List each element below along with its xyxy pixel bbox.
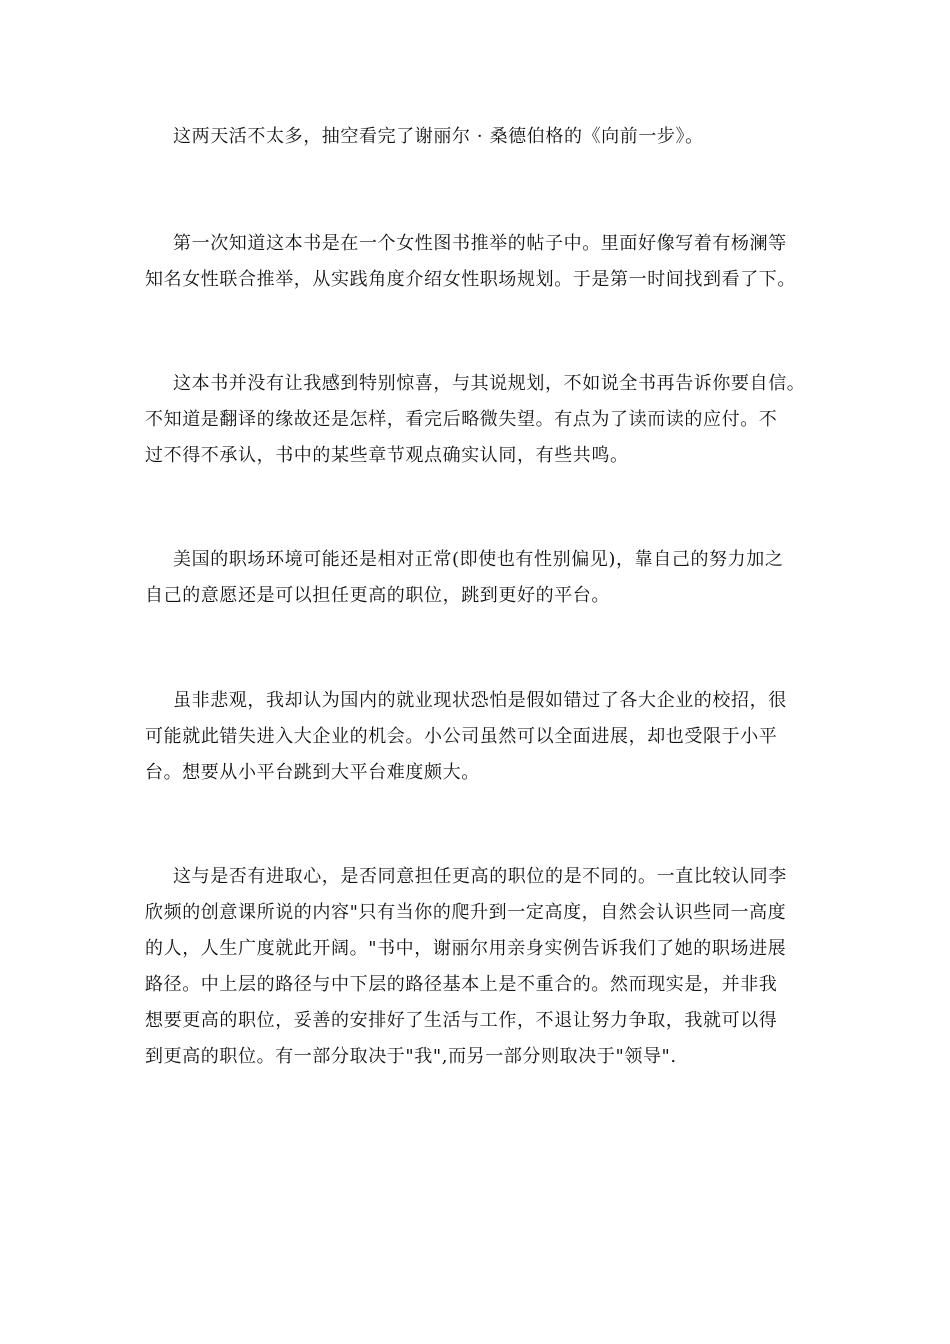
paragraph-line: 可能就此错失进入大企业的机会。小公司虽然可以全面进展，却也受限于小平 — [145, 726, 778, 747]
paragraph-line: 这两天活不太多，抽空看完了谢丽尔 · 桑德伯格的《向前一步》。 — [173, 126, 704, 147]
paragraph-5 — [145, 683, 817, 791]
paragraph-2 — [145, 226, 817, 298]
paragraph-line: 想要更高的职位，妥善的安排好了生活与工作，不退让努力争取，我就可以得 — [145, 1010, 778, 1031]
paragraph-4 — [145, 542, 817, 614]
paragraph-line: 知名女性联合推举，从实践角度介绍女性职场规划。于是第一时间找到看了下。 — [145, 269, 796, 290]
paragraph-line: 这与是否有进取心，是否同意担任更高的职位的是不同的。一直比较认同李 — [173, 866, 787, 887]
paragraph-line: 台。想要从小平台跳到大平台难度颇大。 — [145, 762, 480, 783]
paragraph-line: 的人，人生广度就此开阔。"书中，谢丽尔用亲身实例告诉我们了她的职场进展 — [145, 938, 787, 959]
paragraph-line: 不知道是翻译的缘故还是怎样，看完后略微失望。有点为了读而读的应付。不 — [145, 409, 778, 430]
paragraph-line: 欣频的创意课所说的内容"只有当你的爬升到一定高度，自然会认识些同一高度 — [145, 902, 787, 923]
paragraph-6 — [145, 859, 817, 1075]
paragraph-1 — [145, 119, 817, 155]
paragraph-3 — [145, 366, 817, 474]
paragraph-line: 这本书并没有让我感到特别惊喜，与其说规划，不如说全书再告诉你要自信。 — [173, 373, 806, 394]
paragraph-line: 美国的职场环境可能还是相对正常(即使也有性别偏见)，靠自己的努力加之 — [173, 549, 784, 570]
paragraph-line: 自己的意愿还是可以担任更高的职位，跳到更好的平台。 — [145, 585, 610, 606]
paragraph-line: 到更高的职位。有一部分取决于"我",而另一部分则取决于"领导". — [145, 1046, 677, 1067]
paragraph-line: 路径。中上层的路径与中下层的路径基本上是不重合的。然而现实是，并非我 — [145, 974, 778, 995]
paragraph-line: 过不得不承认，书中的某些章节观点确实认同，有些共鸣。 — [145, 445, 629, 466]
paragraph-line: 虽非悲观，我却认为国内的就业现状恐怕是假如错过了各大企业的校招，很 — [173, 690, 787, 711]
paragraph-line: 第一次知道这本书是在一个女性图书推举的帖子中。里面好像写着有杨澜等 — [173, 233, 787, 254]
